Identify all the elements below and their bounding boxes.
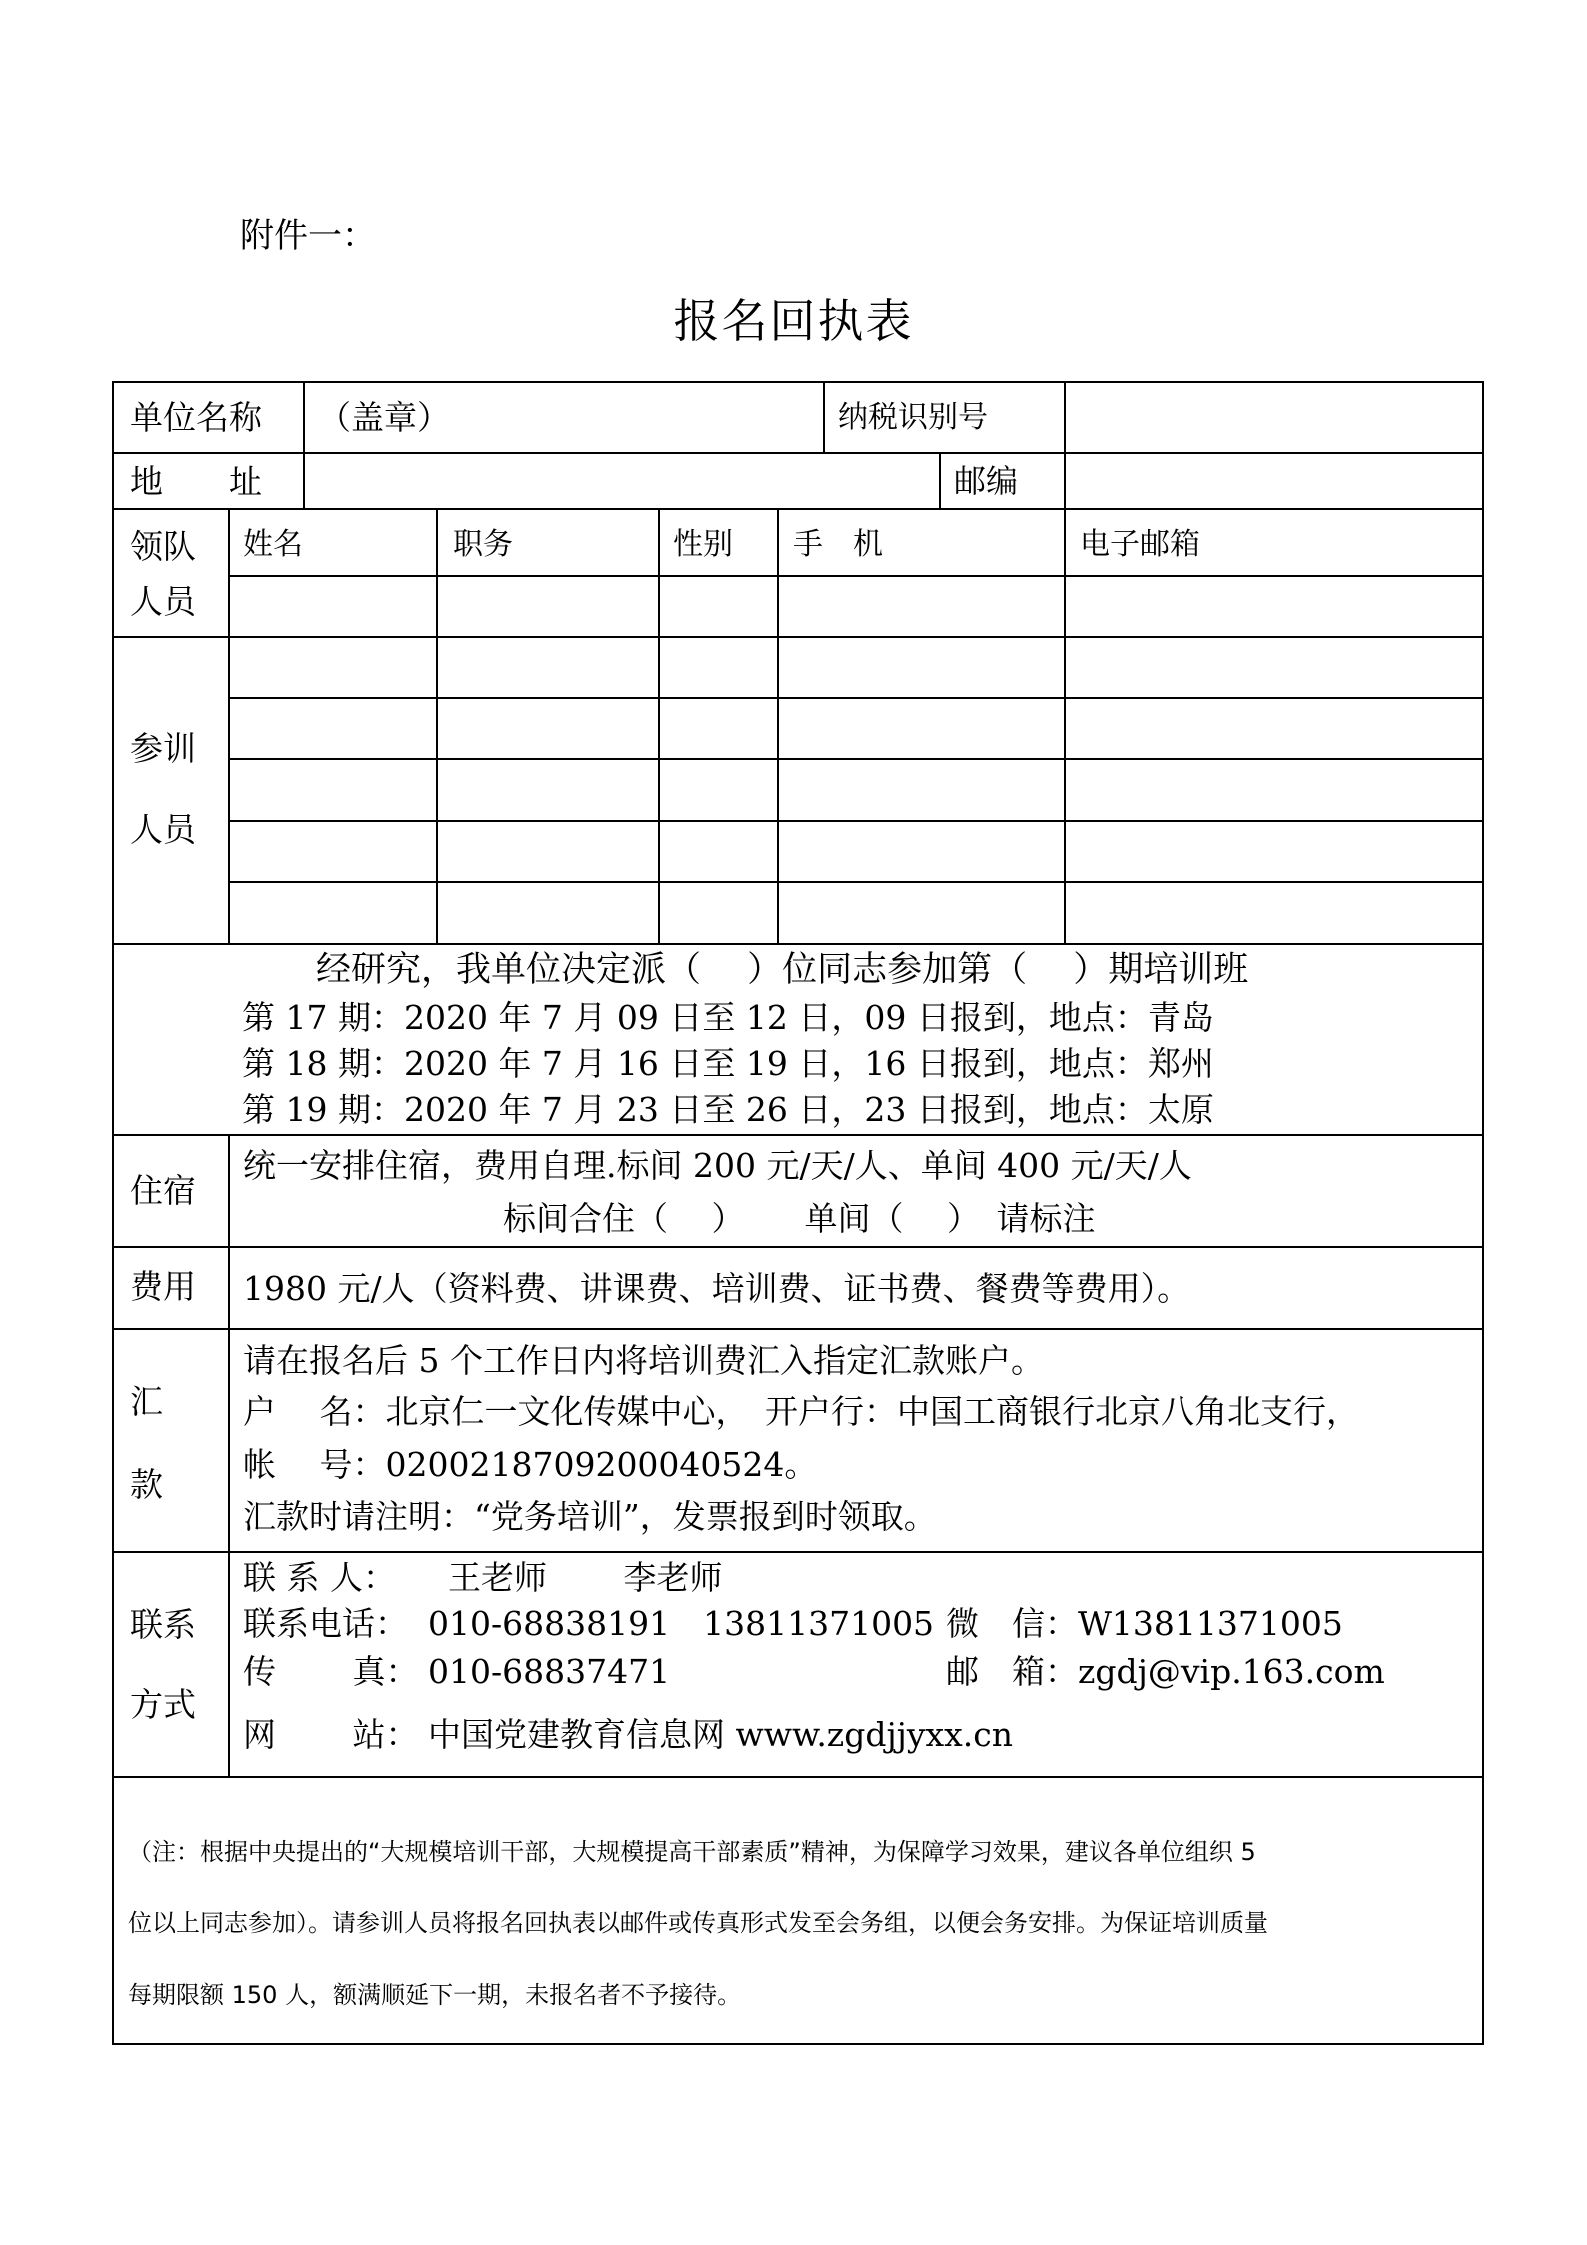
row-divider [112,508,1484,510]
tax-id-field[interactable] [1080,395,1470,440]
tax-id-label: 纳税识别号 [838,400,988,435]
row-divider [228,758,1484,760]
unit-name-label: 单位名称 [130,398,262,437]
session-item: 第 18 期：2020 年 7 月 16 日至 19 日，16 日报到，地点：郑州 [242,1044,1214,1083]
col-divider [939,452,941,509]
contact-label-line2: 方式 [130,1685,196,1724]
footnote-line: 每期限额 150 人，额满顺延下一期，未报名者不予接待。 [128,1981,742,2009]
contact-fax-label: 传 真： [243,1652,419,1691]
postcode-label: 邮编 [954,462,1019,500]
row-divider [228,575,1484,577]
col-divider [436,508,438,944]
remit-label-line1: 汇 [130,1382,163,1421]
address-label: 地 址 [130,462,262,501]
trainee-label-line2: 人员 [130,810,196,849]
lodging-room-choice: 标间合住（ ） 单间（ ） 请标注 [503,1199,1096,1238]
fee-text: 1980 元/人（资料费、讲课费、培训费、证书费、餐费等费用）。 [243,1269,1191,1308]
remit-account-number: 帐 号：0200218709200040524。 [243,1445,818,1484]
column-header-name: 姓名 [243,527,303,562]
lodging-label: 住宿 [130,1171,196,1210]
col-divider [1064,508,1066,944]
fee-label: 费用 [130,1267,196,1306]
leader-label-line1: 领队 [130,527,196,566]
row-divider [112,636,1484,638]
contact-website-label: 网 站： [243,1715,419,1754]
session-decision: 经研究，我单位决定派（ ）位同志参加第（ ）期培训班 [316,950,1249,990]
contact-phone-value: 010-68838191 13811371005 [428,1604,935,1643]
row-divider [112,943,1484,945]
column-header-email: 电子邮箱 [1080,527,1200,562]
form-title: 报名回执表 [673,294,914,348]
row-divider [112,1246,1484,1248]
remit-note: 汇款时请注明：“党务培训”，发票报到时领取。 [243,1497,937,1536]
col-divider [1064,452,1066,509]
row-divider [112,1551,1484,1553]
session-item: 第 19 期：2020 年 7 月 23 日至 26 日，23 日报到，地点：太原 [242,1090,1214,1129]
col-divider [303,381,305,453]
contact-email: 邮 箱：zgdj@vip.163.com [946,1652,1385,1691]
remit-label-line2: 款 [130,1465,163,1504]
contact-wechat: 微 信：W13811371005 [946,1604,1343,1643]
contact-phone-label: 联系电话： [243,1604,408,1643]
row-divider [228,881,1484,883]
postcode-field[interactable] [1080,460,1470,500]
contact-fax-value: 010-68837471 [428,1652,671,1691]
lodging-text: 统一安排住宿，费用自理.标间 200 元/天/人、单间 400 元/天/人 [243,1146,1192,1185]
row-divider [112,1328,1484,1330]
col-divider [777,508,779,944]
col-divider [228,508,230,944]
contact-person-value: 王老师 李老师 [448,1558,723,1597]
contact-person-label: 联 系 人： [243,1558,396,1597]
contact-website-value: 中国党建教育信息网 www.zgdjjyxx.cn [428,1715,1013,1754]
row-divider [112,1776,1484,1778]
annex-label: 附件一： [240,216,376,256]
footnote-line: 位以上同志参加）。请参训人员将报名回执表以邮件或传真形式发至会务组，以便会务安排。为保证培训质量 [128,1909,1268,1937]
column-header-mobile: 手 机 [793,527,883,562]
contact-label-line1: 联系 [130,1605,196,1644]
session-item: 第 17 期：2020 年 7 月 09 日至 12 日，09 日报到，地点：青岛 [242,998,1214,1037]
unit-seal-field[interactable]: （盖章） [318,398,450,437]
remit-instruction: 请在报名后 5 个工作日内将培训费汇入指定汇款账户。 [243,1341,1044,1380]
row-divider [112,452,1484,454]
col-divider [228,1134,230,1777]
col-divider [658,508,660,944]
address-field[interactable] [318,460,928,500]
col-divider [1064,381,1066,453]
column-header-position: 职务 [453,527,513,562]
col-divider [823,381,825,453]
remit-account-name: 户 名：北京仁一文化传媒中心， 开户行：中国工商银行北京八角北支行， [243,1392,1359,1431]
row-divider [112,1134,1484,1136]
leader-label-line2: 人员 [130,582,196,621]
row-divider [228,820,1484,822]
col-divider [303,452,305,509]
column-header-gender: 性别 [673,527,733,562]
trainee-label-line1: 参训 [130,729,196,768]
row-divider [228,697,1484,699]
footnote-line: （注：根据中央提出的“大规模培训干部，大规模提高干部素质”精神，为保障学习效果，建议各单位组织 5 [128,1838,1256,1866]
